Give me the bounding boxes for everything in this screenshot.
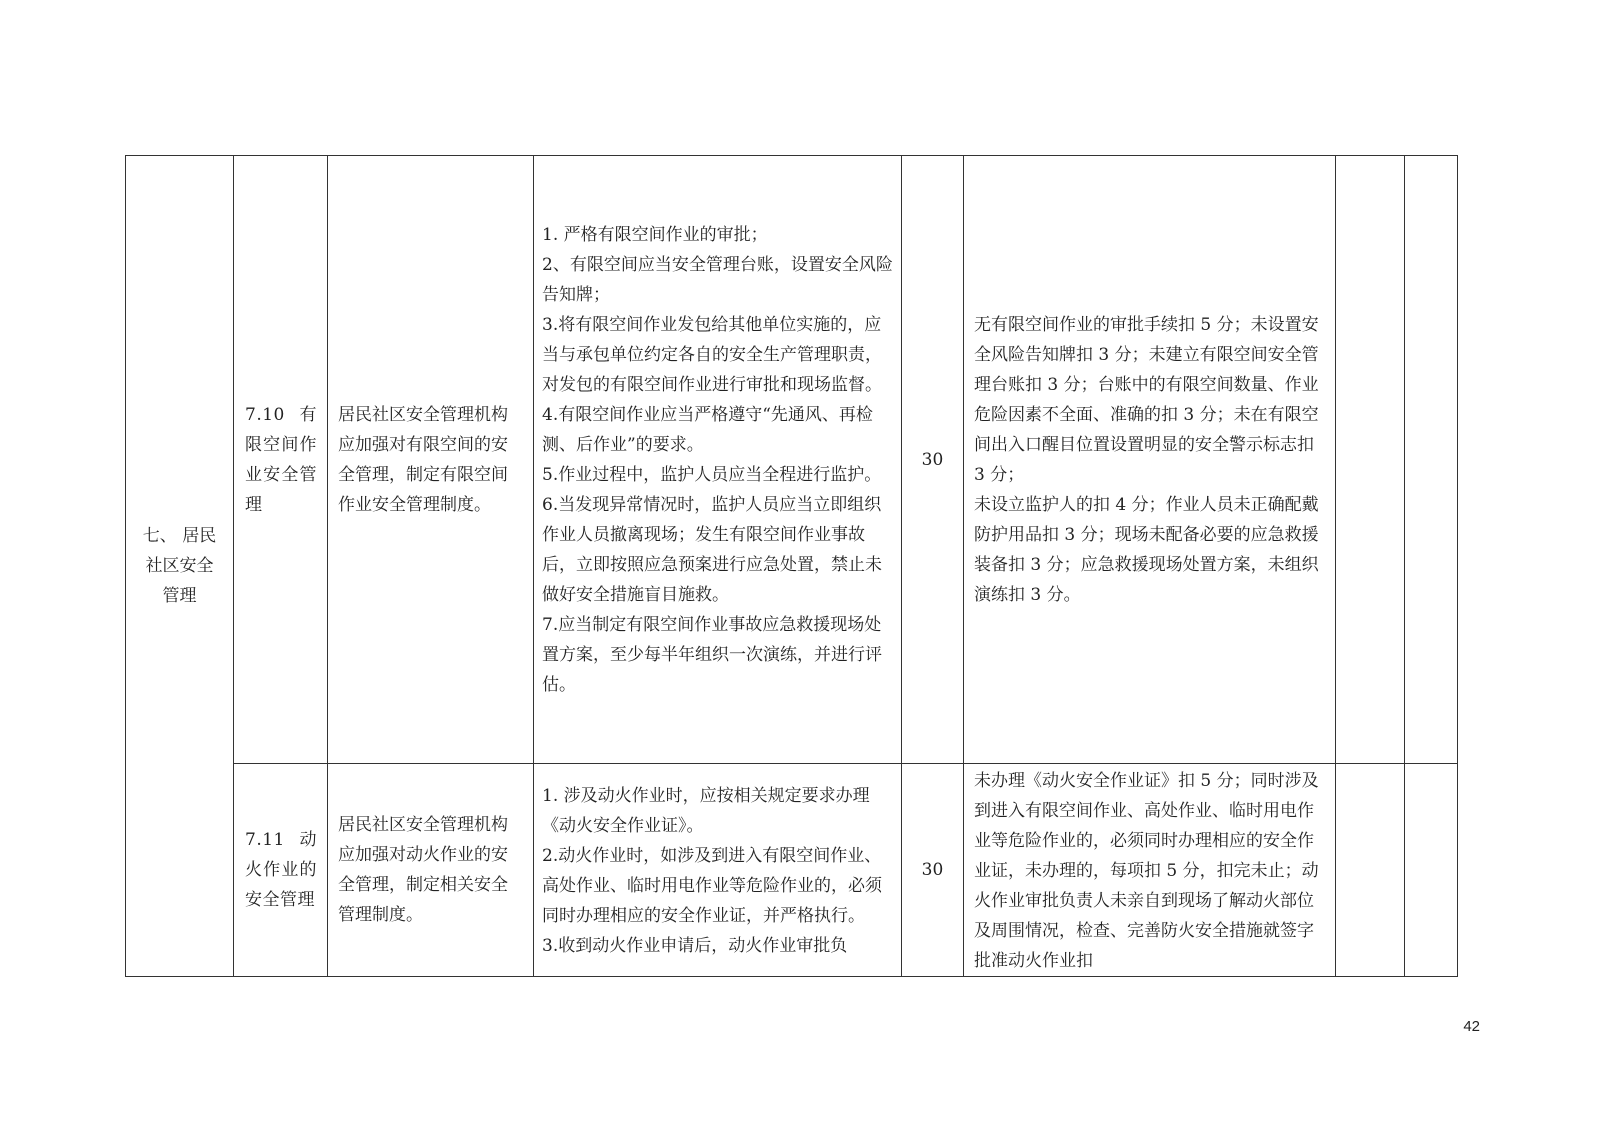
score-cell <box>902 156 964 764</box>
section-label: 七、 居民社区安全管理 <box>142 526 217 606</box>
requirement-text: 居民社区安全管理机构应加强对动火作业的安全管理，制定相关安全管理制度。 <box>338 815 508 925</box>
item-title: 7.11 动火作业的安全管理 <box>245 830 317 910</box>
requirement-cell <box>328 764 534 977</box>
score-value: 30 <box>921 449 944 470</box>
criteria-item: 3.收到动火作业申请后，动火作业审批负 <box>542 936 848 956</box>
criteria-item: 2、有限空间应当安全管理台账，设置安全风险告知牌； <box>542 254 893 305</box>
table-row <box>126 156 1458 764</box>
item-title-cell <box>234 156 328 764</box>
criteria-item: 6.当发现异常情况时，监护人员应当立即组织作业人员撤离现场；发生有限空间作业事故后，立即按照应急预案进行应急处置，禁止未做好安全措施盲目施救。 <box>542 494 882 605</box>
table-row <box>126 764 1458 977</box>
blank-cell <box>1336 156 1405 764</box>
blank-cell <box>1336 764 1405 977</box>
section-label-cell <box>126 156 234 977</box>
criteria-item: 2.动火作业时，如涉及到进入有限空间作业、高处作业、临时用电作业等危险作业的，必须同时办理相应的安全作业证，并严格执行。 <box>542 846 882 926</box>
criteria-item: 5.作业过程中，监护人员应当全程进行监护。 <box>542 464 882 485</box>
criteria-item: 1. 涉及动火作业时，应按相关规定要求办理《动火安全作业证》。 <box>542 786 870 836</box>
requirement-text: 居民社区安全管理机构应加强对有限空间的安全管理，制定有限空间作业安全管理制度。 <box>338 404 508 515</box>
criteria-item: 4.有限空间作业应当严格遵守“先通风、再检测、后作业”的要求。 <box>542 404 873 455</box>
score-cell <box>902 764 964 977</box>
criteria-cell <box>534 764 902 977</box>
deduction-cell <box>964 156 1336 764</box>
criteria-item: 7.应当制定有限空间作业事故应急救援现场处置方案，至少每半年组织一次演练，并进行评估。 <box>542 614 882 695</box>
blank-cell <box>1405 156 1458 764</box>
blank-cell <box>1405 764 1458 977</box>
item-title-cell <box>234 764 328 977</box>
page-number: 42 <box>1463 1018 1480 1035</box>
criteria-cell <box>534 156 902 764</box>
requirement-cell <box>328 156 534 764</box>
criteria-item: 3.将有限空间作业发包给其他单位实施的，应当与承包单位约定各自的安全生产管理职责，对发包的有限空间作业进行审批和现场监督。 <box>542 314 882 395</box>
deduction-cell <box>964 764 1336 977</box>
item-title: 7.10 有限空间作业安全管理 <box>245 404 317 515</box>
deduction-text: 无有限空间作业的审批手续扣 5 分；未设置安全风险告知牌扣 3 分；未建立有限空间安全管理台账扣 3 分；台账中的有限空间数量、作业危险因素不全面、准确的扣 3 分；未在有限空间出入口醒目位置设置明显的安全警示标志扣 3 分； <box>974 314 1319 485</box>
deduction-text: 未办理《动火安全作业证》扣 5 分；同时涉及到进入有限空间作业、高处作业、临时用电作业等危险作业的，必须同时办理相应的安全作业证，未办理的，每项扣 5 分，扣完未止；动火作业审批负责人未亲自到现场了解动火部位及周围情况，检查、完善防火安全措施就签字批准动火作业扣 <box>974 771 1319 971</box>
criteria-item: 1. 严格有限空间作业的审批； <box>542 224 768 245</box>
assessment-table <box>125 155 1458 977</box>
score-value: 30 <box>921 860 944 880</box>
deduction-text: 未设立监护人的扣 4 分；作业人员未正确配戴防护用品扣 3 分；现场未配备必要的应急救援装备扣 3 分；应急救援现场处置方案，未组织演练扣 3 分。 <box>974 494 1319 605</box>
